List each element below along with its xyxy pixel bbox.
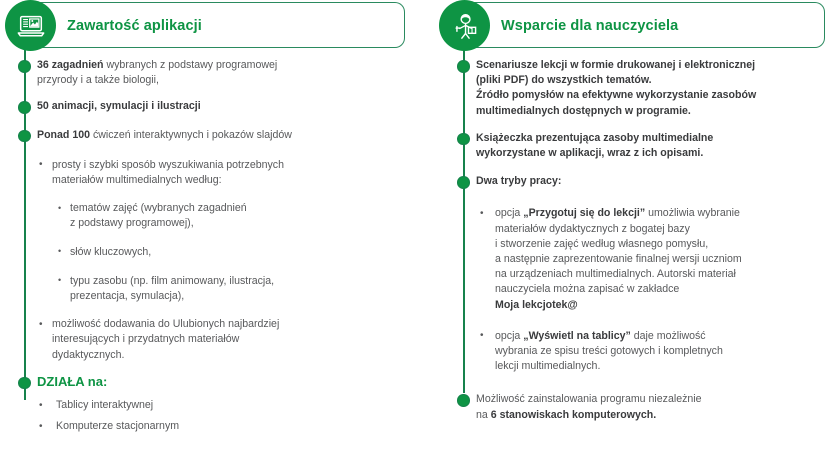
column-title: Zawartość aplikacji xyxy=(67,17,202,34)
entry-lead: 50 animacji, symulacji i ilustracji xyxy=(37,100,201,113)
bullet-item-nested xyxy=(0,245,415,260)
bullet-line: wybrania ze spisu treści gotowych i kompletnych xyxy=(495,345,723,358)
bullet-line: Tablicy interaktywnej xyxy=(56,399,154,412)
timeline-dot xyxy=(457,176,470,189)
bullet-item xyxy=(0,158,415,188)
timeline-entry xyxy=(0,128,415,143)
bullet-line-post: daje możliwość xyxy=(630,329,706,342)
timeline-dot xyxy=(457,394,470,407)
timeline-entry xyxy=(439,58,830,119)
bullet-line: prezentacja, symulacja), xyxy=(70,290,185,303)
bullet-item xyxy=(0,419,415,434)
bullet-line: dydaktycznych. xyxy=(52,348,125,361)
entry-lead: Dwa tryby pracy: xyxy=(476,175,562,188)
bullet-item xyxy=(0,398,415,413)
bullet-line: tematów zajęć (wybranych zagadnień xyxy=(70,202,247,215)
column-title: Wsparcie dla nauczyciela xyxy=(501,17,679,34)
column-header-zawartosc xyxy=(5,0,405,52)
bullet-item xyxy=(439,206,830,312)
bullet-line: prosty i szybki sposób wyszukiwania potrzebnych xyxy=(52,158,284,171)
entry-lead: Możliwość zainstalowania programu niezależnie xyxy=(476,393,702,406)
entry-lead: DZIAŁA na: xyxy=(37,373,108,389)
bullet-line: słów kluczowych, xyxy=(70,245,152,258)
bullet-item-nested xyxy=(0,201,415,231)
timeline-entry xyxy=(0,99,415,114)
entry-rest: prezentująca zasoby multimedialne xyxy=(532,131,714,144)
entry-line2: (pliki PDF) do wszystkich tematów. xyxy=(476,74,652,87)
timeline-entry xyxy=(439,392,830,422)
bullet-line: materiałów dydaktycznych z bogatej bazy xyxy=(495,222,690,235)
bullet-line-post: umożliwia wybranie xyxy=(645,207,740,220)
entry-line2-bold: 6 stanowiskach komputerowych. xyxy=(490,408,657,421)
timeline-dot xyxy=(18,101,31,114)
column-header-wsparcie xyxy=(439,0,825,52)
column-wsparcie-dla-nauczyciela xyxy=(415,0,830,458)
bullet-line: nauczyciela można zapisać w zakładce xyxy=(495,283,680,296)
bullet-line: na urządzeniach multimedialnych. Autorski materiał xyxy=(495,268,736,281)
timeline-entry xyxy=(0,58,415,88)
bullet-line: materiałów multimedialnych według: xyxy=(52,174,222,187)
entry-rest: ćwiczeń interaktywnych i pokazów slajdów xyxy=(90,128,292,141)
entry-line2: wykorzystane w aplikacji, wraz z ich opisami. xyxy=(476,147,704,160)
timeline-zawartosc xyxy=(0,52,415,434)
entry-rest: wybranych z podstawy programowej xyxy=(103,59,278,71)
bullet-line: interesujących i przydatnych materiałów xyxy=(52,333,240,346)
bullet-line: lekcji multimedialnych. xyxy=(495,360,601,373)
bullet-line: możliwość dodawania do Ulubionych najbardziej xyxy=(52,318,280,331)
bullet-line: i stworzenie zajęć według własnego pomysłu, xyxy=(495,237,709,250)
teacher-icon xyxy=(439,0,490,51)
timeline-dot xyxy=(457,133,470,146)
timeline-entry-dziala xyxy=(0,374,415,389)
entry-lead: 36 zagadnień xyxy=(37,59,104,71)
bullet-line: z podstawy programowej), xyxy=(70,217,194,230)
bullet-item xyxy=(439,329,830,375)
entry-line4: multimedialnych dostępnych w programie. xyxy=(476,104,691,117)
timeline-dot xyxy=(18,130,31,143)
timeline-dot xyxy=(18,377,31,390)
bullet-line: Komputerze stacjonarnym xyxy=(56,420,180,433)
entry-line3: Źródło pomysłów na efektywne wykorzystanie zasobów xyxy=(476,89,757,102)
laptop-image-icon xyxy=(5,0,56,51)
bullet-line-bold: Moja lekcjotek@ xyxy=(495,298,578,311)
bullet-item-nested xyxy=(0,274,415,304)
bullet-line-pre: opcja xyxy=(495,207,524,220)
bullet-line: typu zasobu (np. film animowany, ilustracja, xyxy=(70,274,275,287)
entry-lead: Scenariusze lekcji w formie drukowanej i elektronicznej xyxy=(476,59,756,71)
bullet-line-bold: „Wyświetl na tablicy” xyxy=(523,329,631,342)
entry-line2-pre: na xyxy=(476,408,491,421)
entry-lead: Książeczka xyxy=(476,131,533,144)
timeline-entry xyxy=(439,131,830,161)
bullet-item xyxy=(0,317,415,363)
timeline-wsparcie xyxy=(439,52,830,423)
timeline-entry xyxy=(439,174,830,189)
entry-line2: przyrody i a także biologii, xyxy=(37,74,159,87)
entry-lead: Ponad 100 xyxy=(37,128,90,141)
bullet-line: a następnie zaprezentowanie finalnej wersji uczniom xyxy=(495,253,742,266)
timeline-dot xyxy=(18,60,31,73)
bullet-line-pre: opcja xyxy=(495,329,524,342)
bullet-line-bold: „Przygotuj się do lekcji” xyxy=(523,207,646,220)
timeline-dot xyxy=(457,60,470,73)
